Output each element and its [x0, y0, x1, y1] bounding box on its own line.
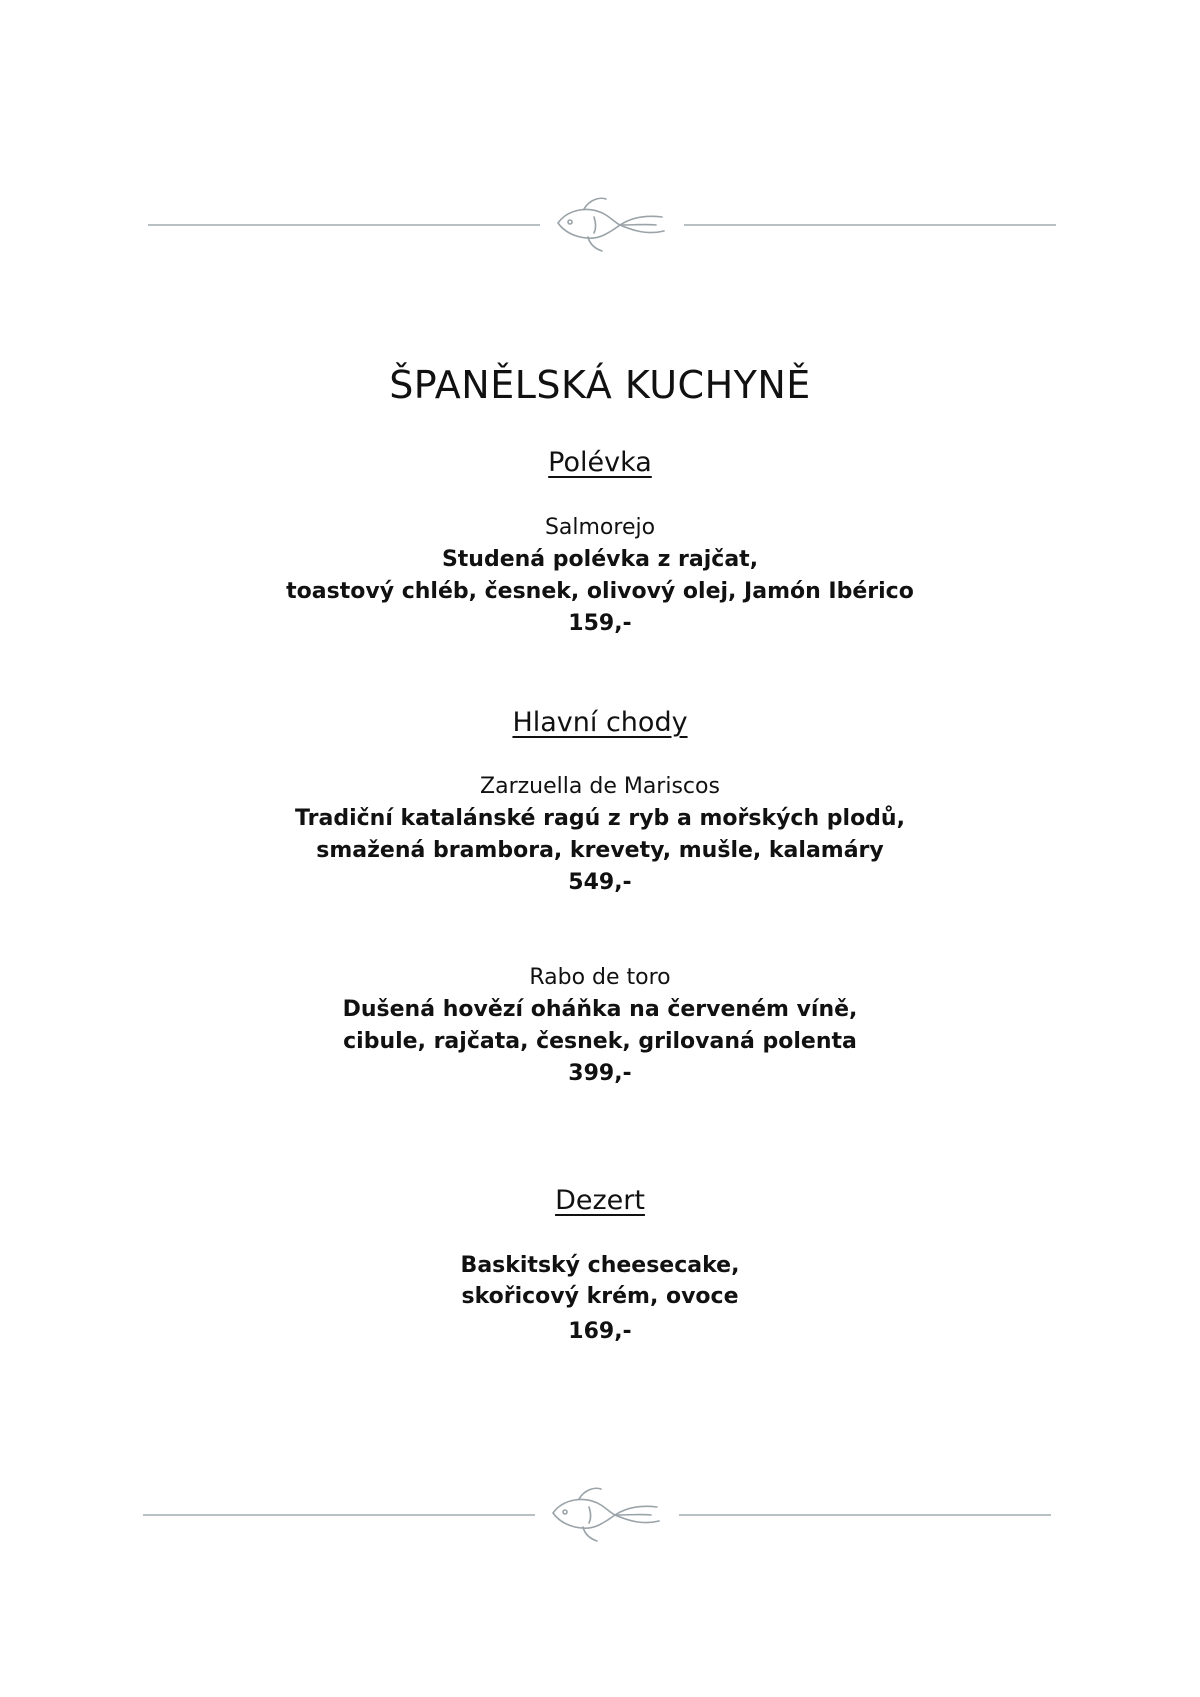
section-heading-main-courses: Hlavní chody: [512, 707, 688, 738]
divider-line-left: [143, 1514, 535, 1516]
dish-price: 549,-: [568, 870, 632, 895]
fish-icon: [550, 195, 670, 255]
dish-price: 169,-: [568, 1319, 632, 1344]
dish-description-line: Baskitský cheesecake,: [460, 1253, 740, 1278]
dish-price: 399,-: [568, 1061, 632, 1086]
dish-description-line: Tradiční katalánské ragú z ryb a mořských plodů,: [295, 806, 905, 831]
dish-description-line: Studená polévka z rajčat,: [441, 547, 759, 572]
dish-description-line: cibule, rajčata, česnek, grilovaná polenta: [343, 1029, 857, 1054]
top-ornament-divider: [0, 195, 1200, 255]
dish-description-line: Dušená hovězí oháňka na červeném víně,: [342, 997, 858, 1022]
dish-description-line: skořicový krém, ovoce: [461, 1284, 739, 1309]
divider-line-left: [148, 224, 540, 226]
divider-line-right: [684, 224, 1056, 226]
menu-title: ŠPANĚLSKÁ KUCHYNĚ: [389, 363, 811, 408]
bottom-ornament-divider: [0, 1485, 1200, 1545]
dish-name: Salmorejo: [544, 515, 656, 540]
dish-description-line: smažená brambora, krevety, mušle, kalamáry: [316, 838, 884, 863]
section-heading-dessert: Dezert: [555, 1185, 645, 1216]
divider-line-right: [679, 1514, 1051, 1516]
section-heading-soup: Polévka: [548, 447, 652, 478]
dish-price: 159,-: [568, 611, 632, 636]
dish-description-line: toastový chléb, česnek, olivový olej, Jamón Ibérico: [286, 579, 914, 604]
dish-name: Rabo de toro: [529, 965, 671, 990]
fish-icon: [545, 1485, 665, 1545]
dish-name: Zarzuella de Mariscos: [480, 774, 720, 799]
